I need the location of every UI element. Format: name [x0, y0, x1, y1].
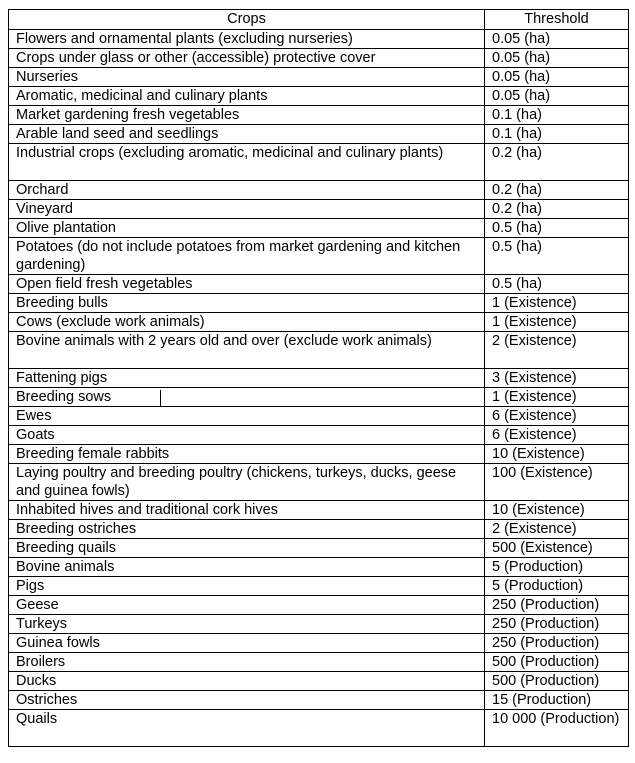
- crop-cell: Breeding bulls: [9, 294, 485, 313]
- table-row: [9, 464, 629, 501]
- crop-cell: Cows (exclude work animals): [9, 313, 485, 332]
- crop-cell: Industrial crops (excluding aromatic, medicinal and culinary plants): [9, 144, 485, 181]
- cell-divider-mark: [160, 390, 161, 407]
- threshold-cell: 1 (Existence): [485, 388, 629, 407]
- table-row: [9, 388, 629, 407]
- threshold-cell: 0.5 (ha): [485, 219, 629, 238]
- threshold-cell: 6 (Existence): [485, 426, 629, 445]
- table-row: [9, 539, 629, 558]
- threshold-cell: 10 (Existence): [485, 445, 629, 464]
- header-threshold: Threshold: [485, 10, 629, 30]
- table-row: [9, 332, 629, 369]
- crop-cell: Inhabited hives and traditional cork hives: [9, 501, 485, 520]
- threshold-cell: 2 (Existence): [485, 332, 629, 369]
- threshold-cell: 5 (Production): [485, 577, 629, 596]
- crop-cell: Fattening pigs: [9, 369, 485, 388]
- crop-cell: Laying poultry and breeding poultry (chickens, turkeys, ducks, geese and guinea fowls): [9, 464, 485, 501]
- table-row: [9, 125, 629, 144]
- threshold-cell: 15 (Production): [485, 691, 629, 710]
- table-row: [9, 710, 629, 747]
- crop-cell: Nurseries: [9, 68, 485, 87]
- table-row: [9, 294, 629, 313]
- threshold-cell: 0.2 (ha): [485, 200, 629, 219]
- threshold-cell: 5 (Production): [485, 558, 629, 577]
- table-row: [9, 181, 629, 200]
- threshold-cell: 10 (Existence): [485, 501, 629, 520]
- table-row: [9, 407, 629, 426]
- crop-cell: Olive plantation: [9, 219, 485, 238]
- crop-cell: Ostriches: [9, 691, 485, 710]
- table-row: [9, 30, 629, 49]
- crop-cell: Vineyard: [9, 200, 485, 219]
- threshold-cell: 250 (Production): [485, 615, 629, 634]
- crop-cell: Breeding quails: [9, 539, 485, 558]
- table-row: [9, 106, 629, 125]
- table-row: [9, 558, 629, 577]
- crop-cell: Bovine animals: [9, 558, 485, 577]
- threshold-cell: 0.5 (ha): [485, 238, 629, 275]
- threshold-cell: 10 000 (Production): [485, 710, 629, 747]
- table-row: [9, 691, 629, 710]
- crop-cell: Breeding female rabbits: [9, 445, 485, 464]
- crop-cell: Goats: [9, 426, 485, 445]
- crop-cell: Broilers: [9, 653, 485, 672]
- header-crops: Crops: [9, 10, 485, 30]
- threshold-cell: 0.2 (ha): [485, 181, 629, 200]
- threshold-cell: 3 (Existence): [485, 369, 629, 388]
- crop-cell: Market gardening fresh vegetables: [9, 106, 485, 125]
- table-row: [9, 577, 629, 596]
- crop-cell: Ewes: [9, 407, 485, 426]
- table-row: [9, 596, 629, 615]
- crop-cell: Guinea fowls: [9, 634, 485, 653]
- table-row: [9, 68, 629, 87]
- table-row: [9, 369, 629, 388]
- table-body: [9, 30, 629, 747]
- threshold-cell: 250 (Production): [485, 634, 629, 653]
- crop-cell: Flowers and ornamental plants (excluding nurseries): [9, 30, 485, 49]
- threshold-cell: 0.05 (ha): [485, 87, 629, 106]
- thresholds-table: [8, 9, 629, 747]
- crop-cell: Breeding ostriches: [9, 520, 485, 539]
- threshold-cell: 500 (Production): [485, 653, 629, 672]
- table-row: [9, 238, 629, 275]
- crop-cell: Aromatic, medicinal and culinary plants: [9, 87, 485, 106]
- threshold-cell: 250 (Production): [485, 596, 629, 615]
- crop-cell: Turkeys: [9, 615, 485, 634]
- table-row: [9, 520, 629, 539]
- threshold-cell: 0.05 (ha): [485, 68, 629, 87]
- table-row: [9, 87, 629, 106]
- threshold-cell: 100 (Existence): [485, 464, 629, 501]
- threshold-cell: 0.05 (ha): [485, 49, 629, 68]
- header-row: [9, 10, 629, 30]
- table-row: [9, 313, 629, 332]
- threshold-cell: 1 (Existence): [485, 313, 629, 332]
- threshold-cell: 1 (Existence): [485, 294, 629, 313]
- table-row: [9, 275, 629, 294]
- crop-cell: Ducks: [9, 672, 485, 691]
- threshold-cell: 0.1 (ha): [485, 106, 629, 125]
- table-row: [9, 445, 629, 464]
- crop-cell: Bovine animals with 2 years old and over (exclude work animals): [9, 332, 485, 369]
- threshold-cell: 0.5 (ha): [485, 275, 629, 294]
- threshold-cell: 2 (Existence): [485, 520, 629, 539]
- crop-cell: Orchard: [9, 181, 485, 200]
- table-row: [9, 501, 629, 520]
- crop-cell: Pigs: [9, 577, 485, 596]
- crop-cell: Potatoes (do not include potatoes from market gardening and kitchen gardening): [9, 238, 485, 275]
- crop-cell: Crops under glass or other (accessible) protective cover: [9, 49, 485, 68]
- table-row: [9, 672, 629, 691]
- table-row: [9, 615, 629, 634]
- threshold-cell: 500 (Production): [485, 672, 629, 691]
- crop-cell: Open field fresh vegetables: [9, 275, 485, 294]
- crop-cell: Geese: [9, 596, 485, 615]
- threshold-cell: 0.05 (ha): [485, 30, 629, 49]
- crop-cell: Quails: [9, 710, 485, 747]
- threshold-cell: 6 (Existence): [485, 407, 629, 426]
- table-row: [9, 634, 629, 653]
- threshold-cell: 0.2 (ha): [485, 144, 629, 181]
- table-row: [9, 426, 629, 445]
- table-row: [9, 200, 629, 219]
- table-row: [9, 49, 629, 68]
- crop-cell: Breeding sows: [9, 388, 485, 407]
- threshold-cell: 0.1 (ha): [485, 125, 629, 144]
- crop-cell: Arable land seed and seedlings: [9, 125, 485, 144]
- table-row: [9, 653, 629, 672]
- table-row: [9, 219, 629, 238]
- threshold-cell: 500 (Existence): [485, 539, 629, 558]
- table-row: [9, 144, 629, 181]
